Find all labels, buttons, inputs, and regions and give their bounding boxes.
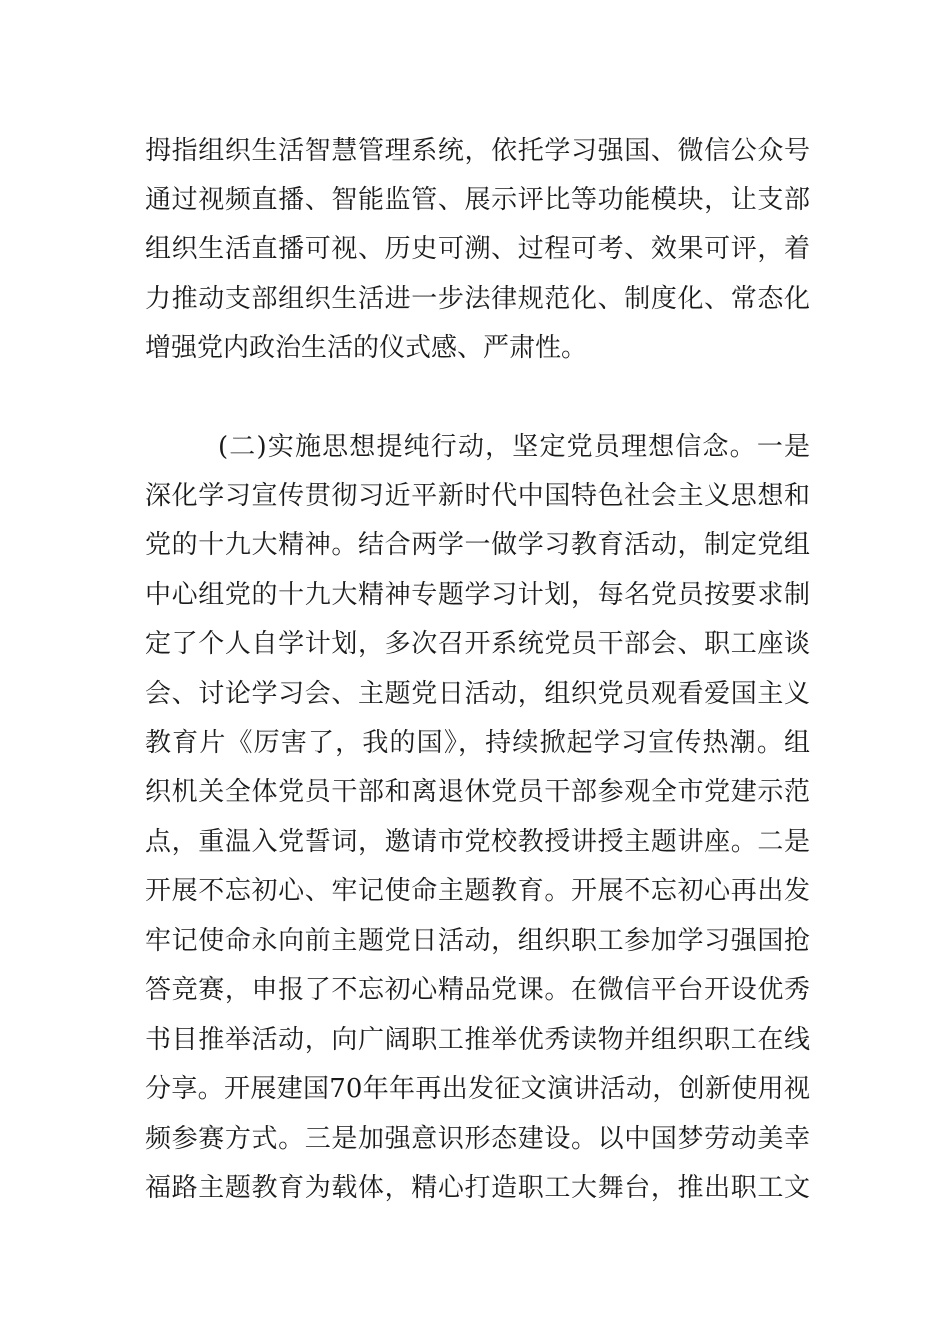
paragraph-1-line-5: 增强党内政治生活的仪式感、严肃性。 — [145, 333, 588, 363]
paragraph-1-line-4: 力推动支部组织生活进一步法律规范化、制度化、常态化 — [145, 284, 810, 314]
paragraph-2-line-1: (二)实施思想提纯行动，坚定党员理想信念。一是 — [218, 432, 810, 462]
paragraph-2-line-2: 深化学习宣传贯彻习近平新时代中国特色社会主义思想和 — [145, 481, 810, 511]
paragraph-2-line-11: 牢记使命永向前主题党日活动，组织职工参加学习强国抢 — [145, 926, 810, 956]
paragraph-2-line-5: 定了个人自学计划，多次召开系统党员干部会、职工座谈 — [145, 629, 810, 659]
paragraph-2-line-10: 开展不忘初心、牢记使命主题教育。开展不忘初心再出发 — [145, 876, 810, 906]
paragraph-2-line-7: 教育片《厉害了，我的国》，持续掀起学习宣传热潮。组 — [145, 728, 810, 758]
paragraph-2-line-3: 党的十九大精神。结合两学一做学习教育活动，制定党组 — [145, 530, 810, 560]
paragraph-2-line-6: 会、讨论学习会、主题党日活动，组织党员观看爱国主义 — [145, 679, 810, 709]
paragraph-2-line-9: 点，重温入党誓词，邀请市党校教授讲授主题讲座。二是 — [145, 827, 810, 857]
paragraph-2-line-8: 织机关全体党员干部和离退休党员干部参观全市党建示范 — [145, 777, 810, 807]
paragraph-2-line-14: 分享。开展建国70年年再出发征文演讲活动，创新使用视 — [145, 1074, 810, 1104]
paragraph-1-line-2: 通过视频直播、智能监管、展示评比等功能模块，让支部 — [145, 185, 810, 215]
paragraph-2-line-16: 福路主题教育为载体，精心打造职工大舞台，推出职工文 — [145, 1173, 810, 1203]
paragraph-2-line-13: 书目推举活动，向广阔职工推举优秀读物并组织职工在线 — [145, 1025, 810, 1055]
paragraph-2-line-12: 答竞赛，申报了不忘初心精品党课。在微信平台开设优秀 — [145, 975, 810, 1005]
paragraph-2-line-4: 中心组党的十九大精神专题学习计划，每名党员按要求制 — [145, 580, 810, 610]
paragraph-2-line-15: 频参赛方式。三是加强意识形态建设。以中国梦劳动美幸 — [145, 1124, 810, 1154]
paragraph-1-line-3: 组织生活直播可视、历史可溯、过程可考、效果可评，着 — [145, 234, 810, 264]
paragraph-1-line-1: 拇指组织生活智慧管理系统，依托学习强国、微信公众号 — [145, 136, 810, 166]
